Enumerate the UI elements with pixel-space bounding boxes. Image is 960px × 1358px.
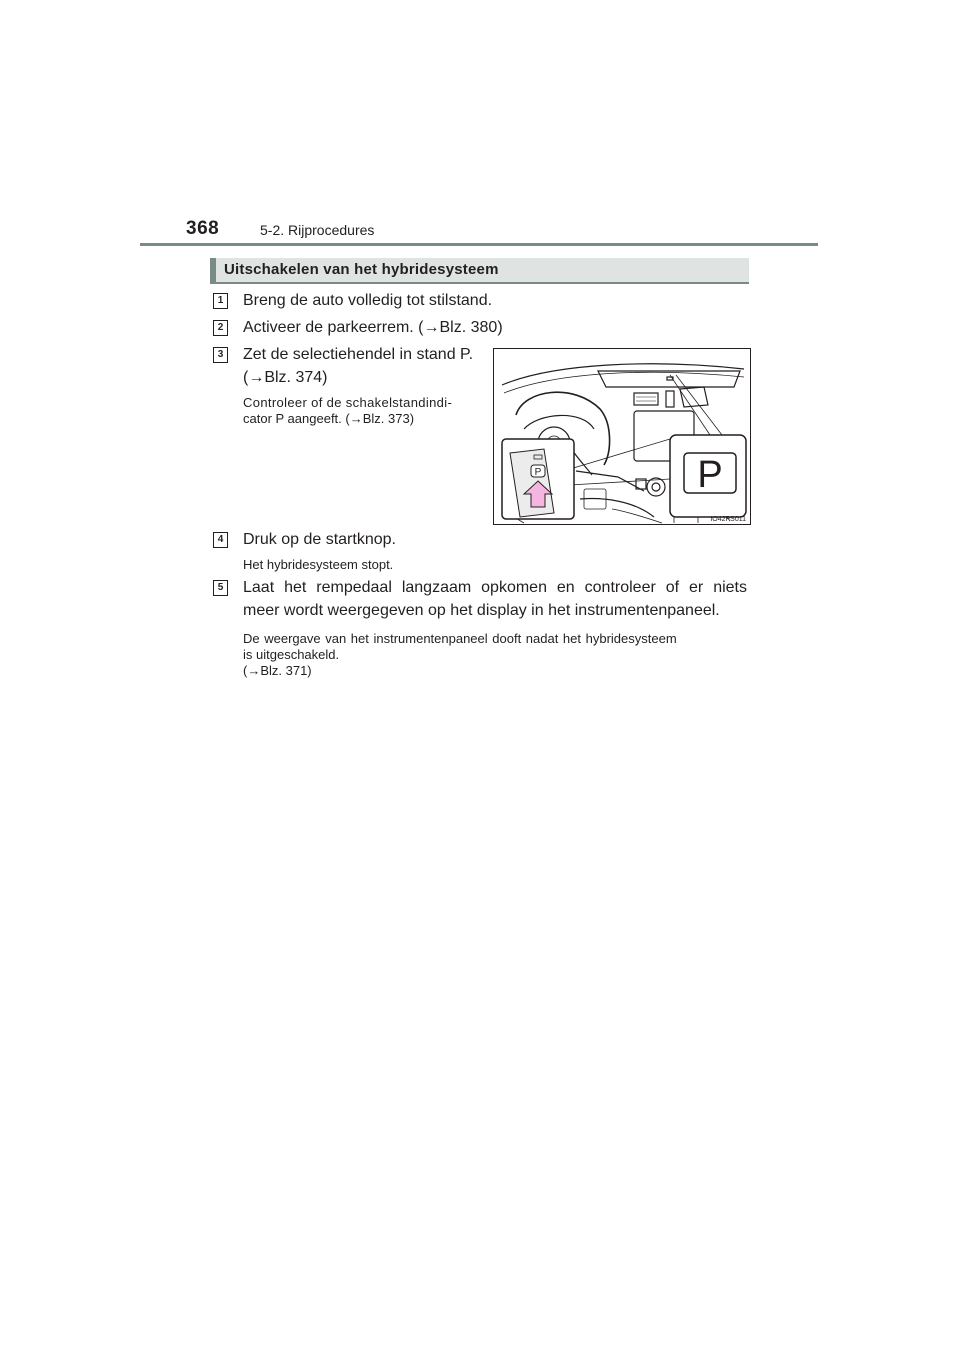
illustration-code: IO42PS011	[710, 516, 746, 523]
shift-button-label: P	[534, 467, 542, 478]
step-note-5-line1: De weergave van het instrumentenpaneel dooft nadat het hybridesysteem	[243, 631, 677, 646]
step-number-2: 2	[213, 320, 228, 336]
step-number-3: 3	[213, 347, 228, 363]
heading-accent	[210, 258, 216, 284]
p-indicator-label: P	[697, 454, 723, 496]
step-note-5-line2: is uitgeschakeld.	[243, 647, 340, 662]
page-number: 368	[186, 218, 220, 239]
step-text-2: Activeer de parkeerrem. (→Blz. 380)	[243, 319, 503, 336]
illustration-dashboard	[493, 348, 751, 525]
step-number-4: 4	[213, 532, 228, 548]
step-note-4: Het hybridesysteem stopt.	[243, 557, 394, 572]
step-note-3-line1: Controleer of de schakelstandindi-	[243, 395, 453, 410]
section-title: 5-2. Rijprocedures	[260, 222, 375, 238]
step-text-3-line2: (→Blz. 374)	[243, 369, 328, 386]
step-text-4: Druk op de startknop.	[243, 531, 396, 548]
section-heading	[210, 258, 749, 284]
step-text-5-line1: Laat het rempedaal langzaam opkomen en controleer of er niets	[243, 579, 747, 596]
step-note-5-line3: (→Blz. 371)	[243, 663, 312, 678]
dashboard-drawing	[494, 349, 750, 524]
step-text-3-line1: Zet de selectiehendel in stand P.	[243, 346, 474, 363]
step-number-5: 5	[213, 580, 228, 596]
step-note-3-line2: cator P aangeeft. (→Blz. 373)	[243, 411, 415, 426]
step-number-1: 1	[213, 293, 228, 309]
heading-text: Uitschakelen van het hybridesysteem	[224, 261, 499, 278]
header-rule	[140, 243, 818, 246]
step-text-1: Breng de auto volledig tot stilstand.	[243, 292, 493, 309]
step-text-5-line2: meer wordt weergegeven op het display in het instrumentenpaneel.	[243, 602, 720, 619]
